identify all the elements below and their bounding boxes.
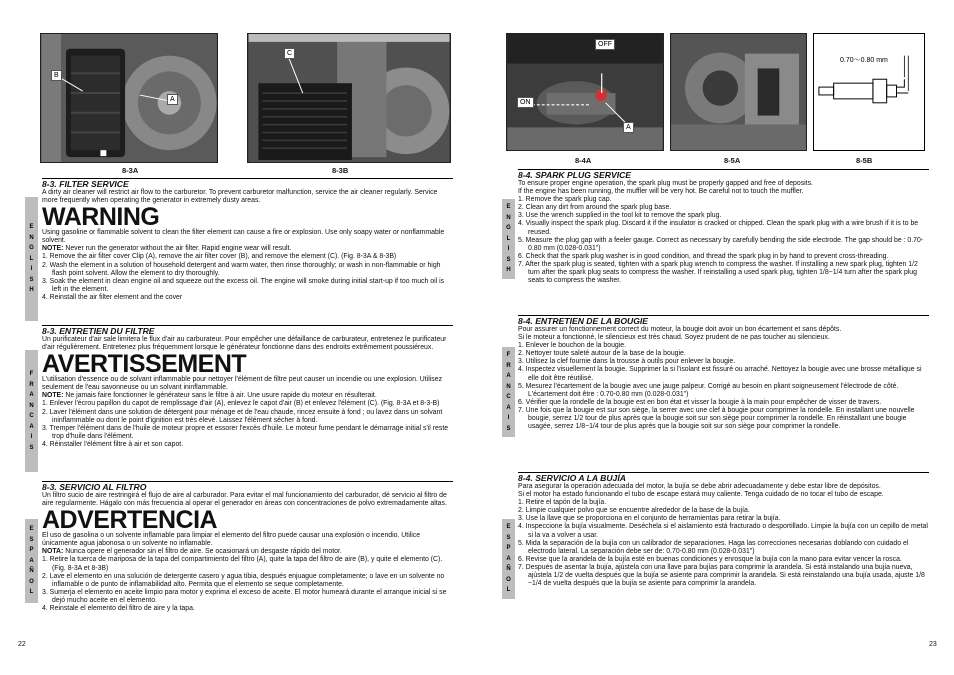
list-item: 7. Después de asentar la bujía, ajústela con una llave para bujías para comprimir la arandela. Si está instalando una bujía nueva, ajústela 1/2 de vuelta después que la bujía se asiente para comprimir la arandela. Si está reinstalando una bujía usada, ajuste 1/8 ~1/4 de vuelta después que la bujía se asiente para comprimir la arandela. xyxy=(518,563,925,588)
warning-text: Using gasoline or flammable solvent to clean the filter element can cause a fire or explosion. Use only soapy water or nonflammable solvent. xyxy=(42,229,445,245)
gap-label: 0.70～0.80 mm xyxy=(840,57,888,64)
lang-tab-french: F R A N C A I S xyxy=(25,350,38,472)
callout-a: A xyxy=(167,94,178,105)
callout-off: OFF xyxy=(595,39,615,50)
warning-heading: ADVERTENCIA xyxy=(42,506,218,535)
list-item: 2. Limpie cualquier polvo que se encuentre alrededor de la base de la bujía. xyxy=(518,507,750,515)
section-title: 8-4. ENTRETIEN DE LA BOUGIE xyxy=(518,315,929,326)
engine-image xyxy=(41,34,217,162)
intro-text: If the engine has been running, the muffler will be very hot. Be careful not to touch the muffler. xyxy=(518,188,804,196)
lang-tab-spanish: E S P A Ñ O L xyxy=(502,519,515,599)
steps-list xyxy=(42,400,453,449)
section-title: 8-3. SERVICIO AL FILTRO xyxy=(42,481,453,492)
filter-image xyxy=(248,34,450,162)
french-spark-plug-section xyxy=(518,315,929,431)
note-label: NOTE: xyxy=(42,245,64,253)
list-item: 4. Réinstaller l'élément filtre à air et son capot. xyxy=(42,440,184,448)
lang-tab-french: F R A N C A I S xyxy=(502,347,515,437)
section-title: 8-4. SERVICIO A LA BUJÍA xyxy=(518,472,929,483)
intro-text: Un filtro sucio de aire restringirá el flujo de aire al carburador. Para evitar el mal funcionamiento del carburador, dé servicio al filtro de aire regularmente. Hágalo con más frecuencia al operar el generador en áreas con concentraciones de polvo extremadamente altas. xyxy=(42,492,447,508)
spark-plug-engine-image xyxy=(671,34,806,150)
figure-8-3b-label: 8-3B xyxy=(332,166,349,175)
warning-text: El uso de gasolina o un solvente inflamable para limpiar el elemento del filtro puede causar una explosión o incendio. Utilice únicamente agua jabonosa o un solvente no inflamable. xyxy=(42,532,421,548)
list-item: 1. Retire la tuerca de mariposa de la tapa del compartimiento del filtro (A), quite la tapa del filtro de aire (B), y quite el elemento (C). (Fig. 8-3A et 8-3B) xyxy=(42,556,443,572)
list-item: 2. Wash the element in a solution of household detergent and warm water, then rinse thoroughly; or wash in non-flammable or high flash point solvent. Allow the element to dry thoroughly. xyxy=(42,261,441,277)
steps-list xyxy=(518,342,929,431)
callout-a: A xyxy=(623,122,634,133)
intro-text: Un purificateur d'air sale limitera le flux d'air au carburateur. Pour empêcher une défaillance de carburateur, entretenez le purificateur d'air régulièrement. Entretenez plus fréquemment lorsque le générateur fonctionne dans des endroits extrêmement poussiéreux. xyxy=(42,336,447,352)
note-label: NOTE: xyxy=(42,392,64,400)
figure-8-5a-label: 8-5A xyxy=(724,156,741,165)
list-item: 4. Visually inspect the spark plug. Discard it if the insulator is cracked or chipped. Clean the spark plug with a wire brush if it is to be reused. xyxy=(518,220,919,236)
list-item: 1. Enlever l'écrou papillon du capot de remplissage d'air (A), enlevez le capot d'air (B) et enlevez l'élément (C). (Fig. 8-3A et 8-3-B) xyxy=(42,400,440,408)
steps-list xyxy=(42,253,453,302)
intro-text: Para asegurar la operación adecuada del motor, la bujía se debe abrir adecuadamente y debe estar libre de depósitos. xyxy=(518,483,881,490)
list-item: 6. Check that the spark plug washer is in good condition, and thread the spark plug in by hand to prevent cross-threading. xyxy=(518,252,889,260)
list-item: 1. Remove the air filter cover Clip (A), remove the air filter cover (B), and remove the element (C). (Fig. 8-3A & 8-3B) xyxy=(42,253,397,261)
warning-heading: WARNING xyxy=(42,203,160,232)
callout-c: C xyxy=(284,48,295,59)
page-number: 23 xyxy=(929,641,937,648)
figure-8-5b-diagram xyxy=(813,33,925,151)
figure-8-3b-photo xyxy=(247,33,451,163)
english-spark-plug-section xyxy=(518,169,929,285)
french-filter-section xyxy=(42,325,453,449)
callout-on: ON xyxy=(517,97,534,108)
figure-8-5a-photo xyxy=(670,33,807,151)
list-item: 3. Sumerja el elemento en aceite limpio para motor y exprima el exceso de aceite. El motor humeará durante el arranque inicial si se dejó mucho aceite en el elemento. xyxy=(42,588,447,604)
section-title: 8-3. ENTRETIEN DU FILTRE xyxy=(42,325,453,336)
english-filter-section xyxy=(42,178,453,302)
list-item: 3. Use the wrench supplied in the tool kit to remove the spark plug. xyxy=(518,212,722,220)
section-title: 8-4. SPARK PLUG SERVICE xyxy=(518,169,929,180)
callout-b: B xyxy=(51,70,62,81)
list-item: 4. Reinstall the air filter element and the cover xyxy=(42,293,183,301)
list-item: 3. Soak the element in clean engine oil and squeeze out the excess oil. The engine will smoke during initial start-up if too much oil is left in the element. xyxy=(42,277,445,293)
figure-8-4a-photo xyxy=(506,33,664,151)
page-number: 22 xyxy=(18,641,26,648)
lang-tab-spanish: E S P A Ñ O L xyxy=(25,519,38,603)
right-page xyxy=(477,0,954,675)
spark-plug-diagram xyxy=(814,34,924,150)
list-item: 5. Measure the plug gap with a feeler gauge. Correct as necessary by carefully bending the side electrode. The gap should be : 0.70-0.80 mm (0.028-0.031") xyxy=(518,236,924,252)
list-item: 2. Lave el elemento en una solución de detergente casero y agua tibia, después enjuague completamente; o lave en un solvente no inflamable o de punto de inflamabilidad alto. Permita que el elemento se seque completamente. xyxy=(42,572,445,588)
list-item: 1. Remove the spark plug cap. xyxy=(518,196,612,204)
spanish-filter-section xyxy=(42,481,453,613)
lang-tab-english: E N G L I S H xyxy=(502,199,515,279)
list-item: 7. After the spark plug is seated, tighten with a spark plug wrench to compress the washer. If installing a new spark plug, tighten 1/2 turn after the spark plug seats to compress the washer. If reinstalling a used spark plug, tighten 1/8~1/4 turn after the spark plug seats to compress the washer. xyxy=(518,260,918,285)
steps-list xyxy=(42,556,453,613)
intro-text: To ensure proper engine operation, the spark plug must be properly gapped and free of deposits. xyxy=(518,180,813,187)
list-item: 4. Inspeccione la bujía visualmente. Deséchela si el aislamiento está fracturado o desportillado. Limpie la bujía con un cepillo de metal si la va a volver a usar. xyxy=(518,523,928,539)
list-item: 6. Revise que la arandela de la bujía esté en buenas condiciones y enrosque la bujía con la mano para evitar vencer la rosca. xyxy=(518,555,902,563)
list-item: 6. Vérifier que la rondelle de la bougie est en bon état et visser la bougie à la main pour empêcher de visser de travers. xyxy=(518,398,882,406)
list-item: 4. Inspectez visuellement la bougie. Supprimer la si l'isolant est fissuré ou arraché. Nettoyez la bougie avec une brosse métallique si elle doit être réutilisé. xyxy=(518,366,922,382)
list-item: 1. Retire el tapón de la bujía. xyxy=(518,499,607,507)
list-item: 7. Une fois que la bougie est sur son siège, la serrer avec une clef à bougie pour comprimer la rondelle. En installant une nouvelle bougie, serrez 1/2 tour de plus après que la bougie soit sur son siège pour comprimer la rondelle. En réinstallant une bougie usagée, serrez 1/8~1/4 tour de plus après que la bougie soit sur son siège pour comprimer la rondelle. xyxy=(518,406,915,431)
list-item: 3. Utilisez la clef fournie dans la trousse à outils pour enlever la bougie. xyxy=(518,358,736,366)
note-label: NOTA: xyxy=(42,548,64,556)
list-item: 2. Laver l'élément dans une solution de détergent pour ménage et de l'eau chaude, rincez ensuite à fond ; ou lavez dans un solvant ininflammable ou dont le point d'ignition est très élevé. Laissez l'élément sécher à fond. xyxy=(42,408,443,424)
list-item: 3. Use la llave que se proporciona en el conjunto de herramientas para retirar la bujía. xyxy=(518,515,781,523)
list-item: 5. Mesurez l'écartement de la bougie avec une jauge palpeur. Corrigé au besoin en pliant soigneusement l'électrode de côté. L'écartement doit être : 0.70-0.80 mm (0.028-0.031") xyxy=(518,382,899,398)
list-item: 4. Reinstale el elemento del filtro de aire y la tapa. xyxy=(42,605,195,613)
list-item: 2. Nettoyer toute saleté autour de la base de la bougie. xyxy=(518,350,686,358)
list-item: 3. Tremper l'élément dans de l'huile de moteur propre et essorer l'excès d'huile. Le moteur fume pendant le démarrage initial s'il reste trop d'huile dans l'élément. xyxy=(42,424,449,440)
spanish-spark-plug-section xyxy=(518,472,929,588)
intro-text: Pour assurer un fonctionnement correct du moteur, la bougie doit avoir un bon écartement et sans dépôts. xyxy=(518,326,842,333)
list-item: 2. Clean any dirt from around the spark plug base. xyxy=(518,204,672,212)
steps-list xyxy=(518,196,929,285)
lang-tab-english: E N G L I S H xyxy=(25,197,38,321)
section-title: 8-3. FILTER SERVICE xyxy=(42,178,453,189)
figure-8-4a-label: 8-4A xyxy=(575,156,592,165)
intro-text: Si el motor ha estado funcionando el tubo de escape estará muy caliente. Tenga cuidado de no tocar el tubo de escape. xyxy=(518,491,884,499)
list-item: 1. Enlever le bouchon de la bougie. xyxy=(518,342,627,350)
intro-text: A dirty air cleaner will restrict air flow to the carburetor. To prevent carburetor malfunction, service the air cleaner regularly. Service more frequently when operating the generator in extremely dusty areas. xyxy=(42,189,438,205)
list-item: 5. Mida la separación de la bujía con un calibrador de separaciones. Haga las correcciones necesarias doblando con cuidado el electrodo lateral. La separación debe ser de: 0.70-0.80 mm (0.028-0.031") xyxy=(518,539,909,555)
steps-list xyxy=(518,499,929,588)
figure-8-5b-label: 8-5B xyxy=(856,156,873,165)
intro-text: Si le moteur a fonctionné, le silencieux est très chaud. Soyez prudent de ne pas toucher au silencieux. xyxy=(518,334,830,342)
note-text: Nunca opere el generador sin el filtro de aire. Se ocasionará un desgaste rápido del motor. xyxy=(63,548,342,556)
warning-heading: AVERTISSEMENT xyxy=(42,350,247,379)
warning-text: L'utilisation d'essence ou de solvant inflammable pour nettoyer l'élément de filtre peut causer un incendie ou une explosion. Utilisez seulement de l'eau savonneuse ou un solvant ininflammable. xyxy=(42,376,443,392)
figure-8-3a-photo xyxy=(40,33,218,163)
note-text: Never run the generator without the air filter. Rapid engine wear will result. xyxy=(63,245,292,253)
note-text: Ne jamais faire fonctionner le générateur sans le filtre à air. Une usure rapide du moteur en résulterait. xyxy=(63,392,377,400)
fuel-valve-image xyxy=(507,34,663,150)
figure-8-3a-label: 8-3A xyxy=(122,166,139,175)
